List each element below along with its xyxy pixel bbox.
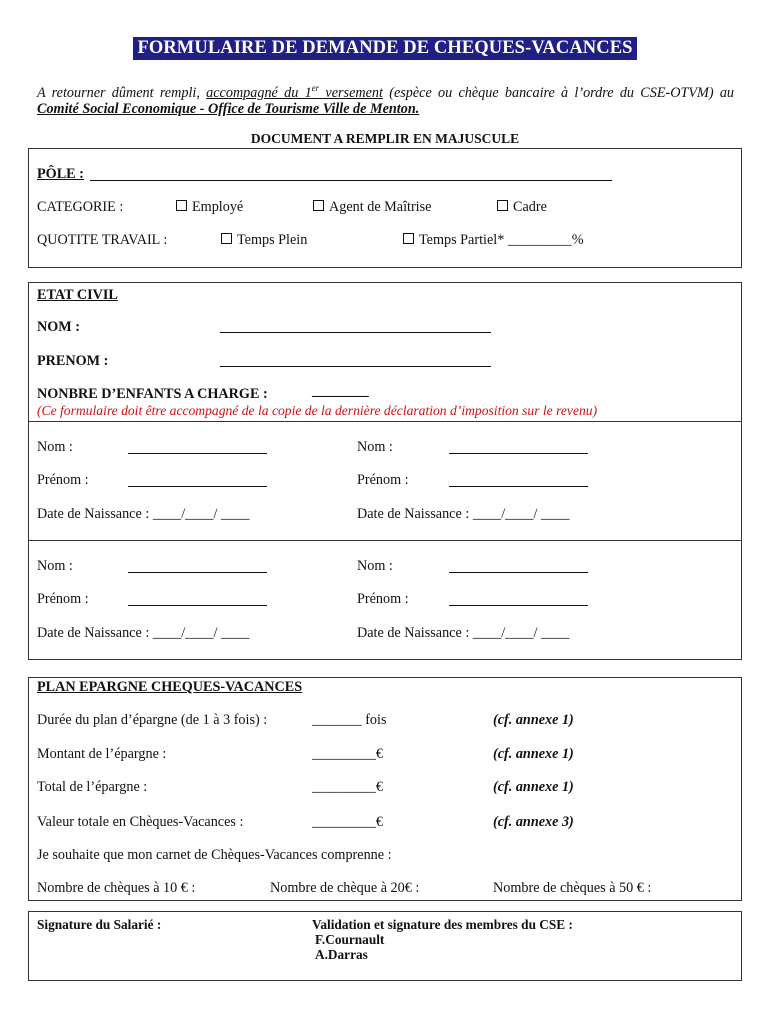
- employe-label: Employé: [192, 199, 244, 215]
- quotite-label: QUOTITE TRAVAIL :: [37, 232, 168, 248]
- valeur-annexe-ref: (cf. annexe 3): [493, 814, 574, 830]
- child4-prenom-label: Prénom :: [357, 591, 409, 607]
- title-wrap: [0, 37, 770, 60]
- intro-part-3: versement: [319, 85, 383, 101]
- children-divider-1: [28, 421, 742, 422]
- checkbox-agent-maitrise[interactable]: [313, 199, 431, 216]
- cheques-20-field[interactable]: Nombre de chèque à 20€ :: [270, 880, 420, 896]
- checkbox-temps-partiel[interactable]: [403, 232, 584, 249]
- child4-prenom-field[interactable]: [449, 605, 588, 606]
- child1-nom-field[interactable]: [128, 453, 267, 454]
- cheques-10-field[interactable]: Nombre de chèques à 10 € :: [37, 880, 196, 896]
- child2-nom-field[interactable]: [449, 453, 588, 454]
- total-field[interactable]: _________€: [312, 779, 383, 795]
- child1-nom-label: Nom :: [37, 439, 73, 455]
- temps-plein-label: Temps Plein: [237, 232, 308, 248]
- valeur-field[interactable]: _________€: [312, 814, 383, 830]
- child1-prenom-label: Prénom :: [37, 472, 89, 488]
- temps-partiel-label: Temps Partiel* _________%: [419, 232, 584, 248]
- child3-nom-label: Nom :: [37, 558, 73, 574]
- cheques-50-field[interactable]: Nombre de chèques à 50 € :: [493, 880, 652, 896]
- nom-label: NOM :: [37, 319, 80, 335]
- cse-member-1: F.Cournault: [315, 932, 385, 947]
- intro-organisation: Comité Social Economique - Office de Tourisme Ville de Menton.: [37, 101, 420, 117]
- intro-part-2-text: accompagné du 1: [206, 85, 312, 101]
- checkbox-employe[interactable]: [176, 199, 243, 216]
- imposition-note: (Ce formulaire doit être accompagné de la copie de la dernière déclaration d’imposition sur le revenu): [37, 403, 598, 418]
- checkbox-box[interactable]: [403, 233, 414, 244]
- cse-member-2: A.Darras: [315, 947, 368, 962]
- total-label: Total de l’épargne :: [37, 779, 148, 795]
- montant-label: Montant de l’épargne :: [37, 746, 167, 762]
- child3-prenom-label: Prénom :: [37, 591, 89, 607]
- etat-civil-header: ETAT CIVIL: [37, 287, 118, 303]
- validation-cse-label: Validation et signature des membres du CSE :: [312, 917, 573, 932]
- nom-field[interactable]: [220, 332, 491, 333]
- duree-annexe-ref: (cf. annexe 1): [493, 712, 574, 728]
- intro-part-4: (espèce ou chèque bancaire à l’ordre du CSE-OTVM) au: [382, 85, 735, 101]
- child3-prenom-field[interactable]: [128, 605, 267, 606]
- child3-date-field[interactable]: Date de Naissance : ____/____/ ____: [37, 625, 250, 641]
- checkbox-box[interactable]: [497, 200, 508, 211]
- prenom-label: PRENOM :: [37, 353, 109, 369]
- checkbox-box[interactable]: [221, 233, 232, 244]
- checkbox-temps-plein[interactable]: [221, 232, 307, 249]
- child3-nom-field[interactable]: [128, 572, 267, 573]
- total-annexe-ref: (cf. annexe 1): [493, 779, 574, 795]
- intro-part-1: A retourner dûment rempli,: [37, 85, 207, 101]
- duree-label: Durée du plan d’épargne (de 1 à 3 fois) :: [37, 712, 268, 728]
- enfants-field[interactable]: ________: [312, 383, 369, 399]
- child4-nom-field[interactable]: [449, 572, 588, 573]
- children-divider-2: [28, 540, 742, 541]
- agent-maitrise-label: Agent de Maîtrise: [329, 199, 432, 215]
- pole-label: PÔLE :: [37, 166, 84, 182]
- subtitle: DOCUMENT A REMPLIR EN MAJUSCULE: [250, 131, 520, 146]
- child2-nom-label: Nom :: [357, 439, 393, 455]
- child2-prenom-label: Prénom :: [357, 472, 409, 488]
- checkbox-cadre[interactable]: [497, 199, 547, 216]
- child1-prenom-field[interactable]: [128, 486, 267, 487]
- montant-field[interactable]: _________€: [312, 746, 383, 762]
- child1-date-field[interactable]: Date de Naissance : ____/____/ ____: [37, 506, 250, 522]
- montant-annexe-ref: (cf. annexe 1): [493, 746, 574, 762]
- categorie-label: CATEGORIE :: [37, 199, 124, 215]
- page-title: FORMULAIRE DE DEMANDE DE CHEQUES-VACANCES: [133, 37, 636, 60]
- checkbox-box[interactable]: [313, 200, 324, 211]
- child2-date-field[interactable]: Date de Naissance : ____/____/ ____: [357, 506, 570, 522]
- intro-superscript: er: [311, 83, 320, 93]
- cadre-label: Cadre: [513, 199, 547, 215]
- pole-field[interactable]: [90, 180, 612, 181]
- child4-nom-label: Nom :: [357, 558, 393, 574]
- intro-part-2: [206, 85, 383, 101]
- signature-salarie-label: Signature du Salarié :: [37, 917, 162, 932]
- child4-date-field[interactable]: Date de Naissance : ____/____/ ____: [357, 625, 570, 641]
- prenom-field[interactable]: [220, 366, 491, 367]
- checkbox-box[interactable]: [176, 200, 187, 211]
- intro-text: [37, 80, 734, 117]
- duree-field[interactable]: _______ fois: [312, 712, 387, 728]
- plan-header: PLAN EPARGNE CHEQUES-VACANCES: [37, 679, 303, 695]
- souhait-text: Je souhaite que mon carnet de Chèques-Vacances comprenne :: [37, 847, 392, 863]
- enfants-label: NONBRE D’ENFANTS A CHARGE :: [37, 386, 268, 402]
- child2-prenom-field[interactable]: [449, 486, 588, 487]
- valeur-label: Valeur totale en Chèques-Vacances :: [37, 814, 244, 830]
